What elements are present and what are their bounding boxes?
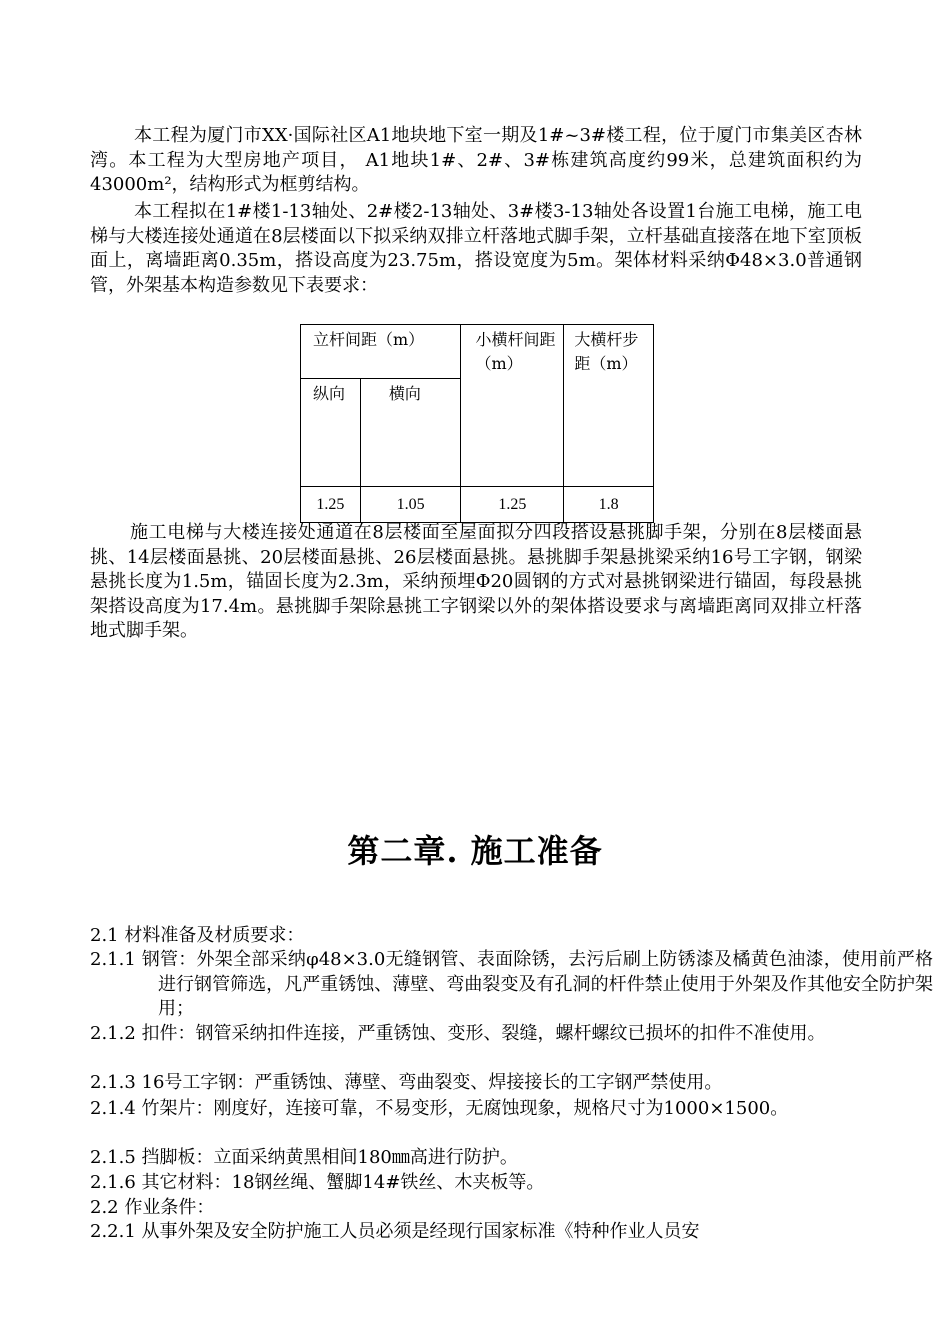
header-longitudinal: 纵向	[301, 379, 361, 487]
item-2-1-3: 2.1.3 16号工字钢：严重锈蚀、薄壁、弯曲裂变、焊接接长的工字钢严禁使用。	[90, 1072, 723, 1093]
item-2-1-2: 2.1.2 扣件：钢管采纳扣件连接，严重锈蚀、变形、裂缝，螺杆螺纹已损坏的扣件不准使用。	[90, 1023, 826, 1044]
intro-paragraph-2: 本工程拟在1#楼1-13轴处、2#楼2-13轴处、3#楼3-13轴处各设置1台施工电梯，施工电梯与大楼连接处通道在8层楼面以下拟采纳双排立杆落地式脚手架，立杆基础直接落在地下室顶板面上，离墙距离0.35m，搭设高度为23.75m，搭设宽度为5m。架体材料采纳Φ48×3.0普通钢管，外架基本构造参数见下表要求：	[90, 201, 862, 296]
section-2-2-heading: 2.2 作业条件：	[90, 1197, 215, 1218]
header-small-crossbar: 小横杆间距（m）	[461, 325, 564, 487]
item-2-1-4: 2.1.4 竹架片：刚度好，连接可靠，不易变形，无腐蚀现象，规格尺寸为1000×1500。	[90, 1098, 789, 1119]
value-longitudinal: 1.25	[301, 487, 361, 523]
value-small-crossbar: 1.25	[461, 487, 564, 523]
header-large-crossbar: 大横杆步距（m）	[564, 325, 654, 487]
item-2-1-1: 2.1.1 钢管：外架全部采纳φ48×3.0无缝钢管、表面除锈，去污后刷上防锈漆及橘黄色油漆，使用前严格进行钢管筛选，凡严重锈蚀、薄壁、弯曲裂变及有孔洞的杆件禁止使用于外架及作其他安全防护架用；	[90, 949, 933, 1019]
item-2-1-5: 2.1.5 挡脚板：立面采纳黄黑相间180㎜高进行防护。	[90, 1147, 518, 1168]
intro-paragraph-3: 施工电梯与大楼连接处通道在8层楼面至屋面拟分四段搭设悬挑脚手架，分别在8层楼面悬挑、14层楼面悬挑、20层楼面悬挑、26层楼面悬挑。悬挑脚手架悬挑梁采纳16号工字钢，钢梁悬挑长度为1.5m，锚固长度为2.3m，采纳预埋Φ20圆钢的方式对悬挑钢梁进行锚固，每段悬挑架搭设高度为17.4m。悬挑脚手架除悬挑工字钢梁以外的架体搭设要求与离墙距离同双排立杆落地式脚手架。	[90, 522, 862, 641]
header-pole-spacing: 立杆间距（m）	[301, 325, 461, 379]
intro-paragraph-1: 本工程为厦门市XX·国际社区A1地块地下室一期及1#~3#楼工程，位于厦门市集美区杏林湾。本工程为大型房地产项目， A1地块1#、2#、3#栋建筑高度约99米，总建筑面积约为43000m²，结构形式为框剪结构。	[90, 125, 862, 195]
header-transverse: 横向	[360, 379, 461, 487]
value-large-crossbar: 1.8	[564, 487, 654, 523]
scaffold-parameter-table	[300, 324, 654, 523]
chapter-title: 第二章. 施工准备	[347, 832, 603, 870]
item-2-2-1: 2.2.1 从事外架及安全防护施工人员必须是经现行国家标准《特种作业人员安	[90, 1221, 700, 1242]
section-2-1-heading: 2.1 材料准备及材质要求：	[90, 925, 305, 946]
value-transverse: 1.05	[360, 487, 461, 523]
item-2-1-6: 2.1.6 其它材料：18钢丝绳、蟹脚14#铁丝、木夹板等。	[90, 1172, 545, 1193]
